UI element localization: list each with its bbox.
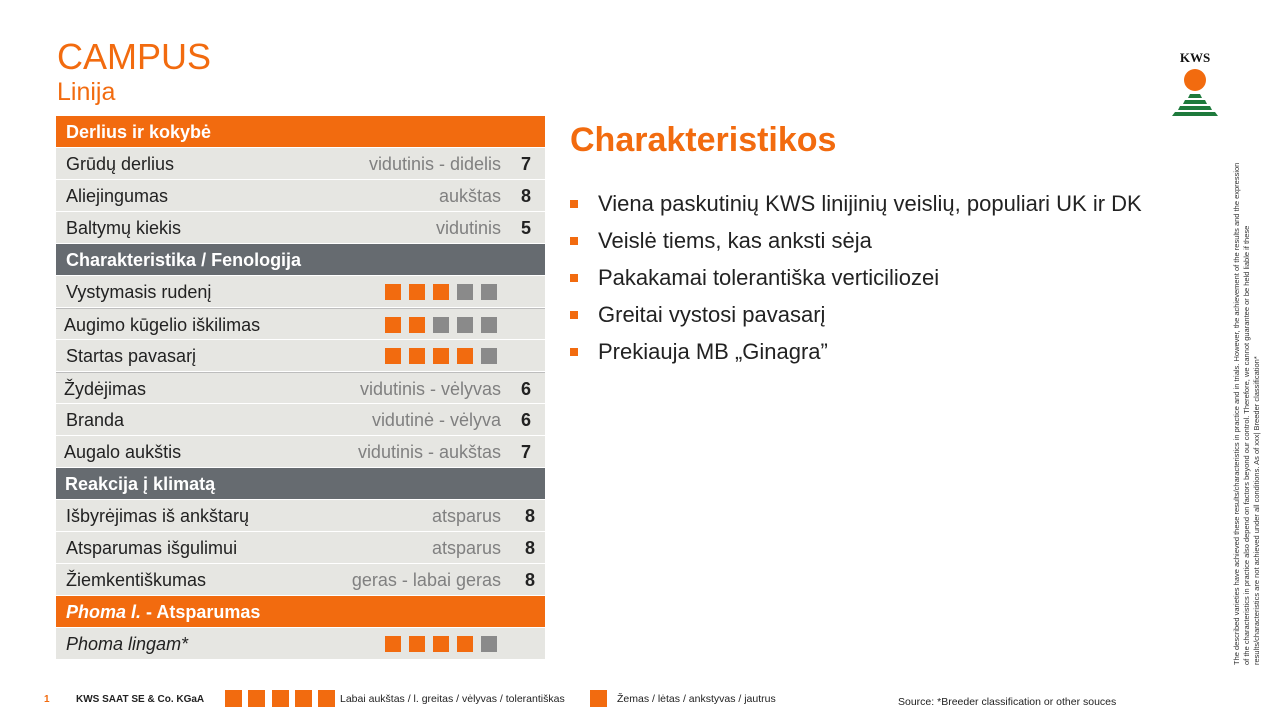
table-row [56, 500, 545, 532]
row-label: Aliejingumas [66, 186, 169, 206]
section-title-italic: Phoma l. [66, 602, 142, 622]
rating-square-filled [385, 348, 401, 364]
row-value: atsparus [431, 538, 501, 558]
section-climate [56, 468, 545, 500]
disclaimer-text: The described varieties have achieved these results/characteristics in practice and in trials. However, the achievement of the results and the expression of the characteristics in practice also depend on factors beyond our control. Therefore, we cannot guarantee or be held liable if these results/characteristics are not achieved under all conditions. As of xxx| Breeder classification* [1232, 162, 1261, 665]
table-row [56, 308, 545, 340]
row-score: 8 [520, 186, 531, 206]
row-label: Phoma lingam* [66, 634, 189, 654]
legend-square [272, 690, 289, 707]
row-value: vidutinė - vėlyva [371, 410, 501, 430]
section-phenology [56, 244, 545, 276]
row-score: 7 [520, 442, 531, 462]
section-title: Charakteristika / Fenologija [66, 250, 302, 270]
row-value: vidutinis - aukštas [357, 442, 501, 462]
row-score: 7 [520, 154, 531, 174]
table-row [56, 532, 545, 564]
bullet-item: Viena paskutinių KWS linijinių veislių, populiari UK ir DK [570, 190, 1160, 218]
table-row [56, 436, 545, 468]
rating-square-empty [481, 636, 497, 652]
footer [0, 690, 1280, 710]
row-score: 6 [520, 379, 531, 399]
legend-square [318, 690, 335, 707]
rating-square-filled [409, 636, 425, 652]
rating-squares [385, 636, 497, 652]
rating-square-filled [385, 317, 401, 333]
row-score: 8 [524, 506, 535, 526]
row-score: 8 [524, 570, 535, 590]
row-label: Grūdų derlius [66, 154, 175, 174]
rating-square-filled [433, 636, 449, 652]
table-row [56, 564, 545, 596]
legend-square [225, 690, 242, 707]
row-value: aukštas [438, 186, 501, 206]
table-row [56, 180, 545, 212]
row-label: Augimo kūgelio iškilimas [64, 315, 261, 335]
rating-square-filled [385, 284, 401, 300]
row-score: 8 [524, 538, 535, 558]
bullet-item: Greitai vystosi pavasarį [570, 301, 1160, 329]
table-row [56, 212, 545, 244]
rating-square-empty [481, 348, 497, 364]
row-value: vidutinis - didelis [368, 154, 501, 174]
rating-square-filled [457, 636, 473, 652]
row-value: vidutinis - vėlyvas [359, 379, 501, 399]
row-value: atsparus [431, 506, 501, 526]
table-row [56, 628, 545, 660]
section-phoma [56, 596, 545, 628]
row-label: Žiemkentiškumas [66, 570, 207, 590]
characteristics-title: Charakteristikos [570, 121, 837, 159]
section-title: Reakcija į klimatą [65, 474, 216, 494]
row-score: 6 [520, 410, 531, 430]
rating-square-empty [433, 317, 449, 333]
table-row [56, 372, 545, 404]
page-number: 1 [44, 694, 50, 705]
rating-square-filled [385, 636, 401, 652]
row-label: Branda [66, 410, 125, 430]
row-label: Išbyrėjimas iš ankštarų [66, 506, 250, 526]
row-label: Atsparumas išgulimui [66, 538, 238, 558]
rating-square-empty [481, 284, 497, 300]
section-title: Derlius ir kokybė [66, 122, 212, 142]
rating-square-empty [481, 317, 497, 333]
legend-high-text: Labai aukštas / l. greitas / vėlyvas / tolerantiškas [340, 693, 565, 705]
kws-logo [1168, 50, 1222, 120]
product-title: CAMPUS [57, 36, 212, 77]
product-subtitle: Linija [57, 78, 116, 106]
row-value: geras - labai geras [351, 570, 501, 590]
rating-square-filled [433, 348, 449, 364]
table-row [56, 404, 545, 436]
section-yield-quality [56, 116, 545, 148]
legend-low-text: Žemas / lėtas / ankstyvas / jautrus [617, 693, 776, 705]
legend-square [590, 690, 607, 707]
bullet-item: Prekiauja MB „Ginagra” [570, 338, 1160, 366]
row-score: 5 [520, 218, 531, 238]
rating-square-empty [457, 284, 473, 300]
row-label: Vystymasis rudenį [66, 282, 212, 302]
table-row [56, 340, 545, 372]
legend-square [295, 690, 312, 707]
section-title-rest: - Atsparumas [141, 602, 261, 622]
row-label: Baltymų kiekis [66, 218, 182, 238]
rating-square-filled [409, 317, 425, 333]
section-title [66, 596, 260, 628]
row-label: Žydėjimas [64, 379, 147, 399]
table-row [56, 148, 545, 180]
rating-square-filled [409, 348, 425, 364]
source-note: Source: *Breeder classification or other souces [898, 696, 1117, 708]
bullet-item: Pakakamai tolerantiška verticiliozei [570, 264, 1160, 292]
legend-square [248, 690, 265, 707]
row-value: vidutinis [435, 218, 501, 238]
row-label: Startas pavasarį [66, 346, 197, 366]
table-row [56, 276, 545, 308]
kws-logo-text: KWS [1179, 50, 1211, 65]
rating-squares [385, 284, 497, 300]
rating-square-filled [433, 284, 449, 300]
rating-squares [385, 348, 497, 364]
company-name: KWS SAAT SE & Co. KGaA [76, 694, 205, 705]
rating-square-empty [457, 317, 473, 333]
bullet-item: Veislė tiems, kas anksti sėja [570, 227, 1160, 255]
characteristics-table [56, 116, 545, 660]
rating-square-filled [457, 348, 473, 364]
rating-square-filled [409, 284, 425, 300]
rating-squares [385, 317, 497, 333]
characteristics-list [570, 190, 1160, 375]
row-label: Augalo aukštis [64, 442, 182, 462]
